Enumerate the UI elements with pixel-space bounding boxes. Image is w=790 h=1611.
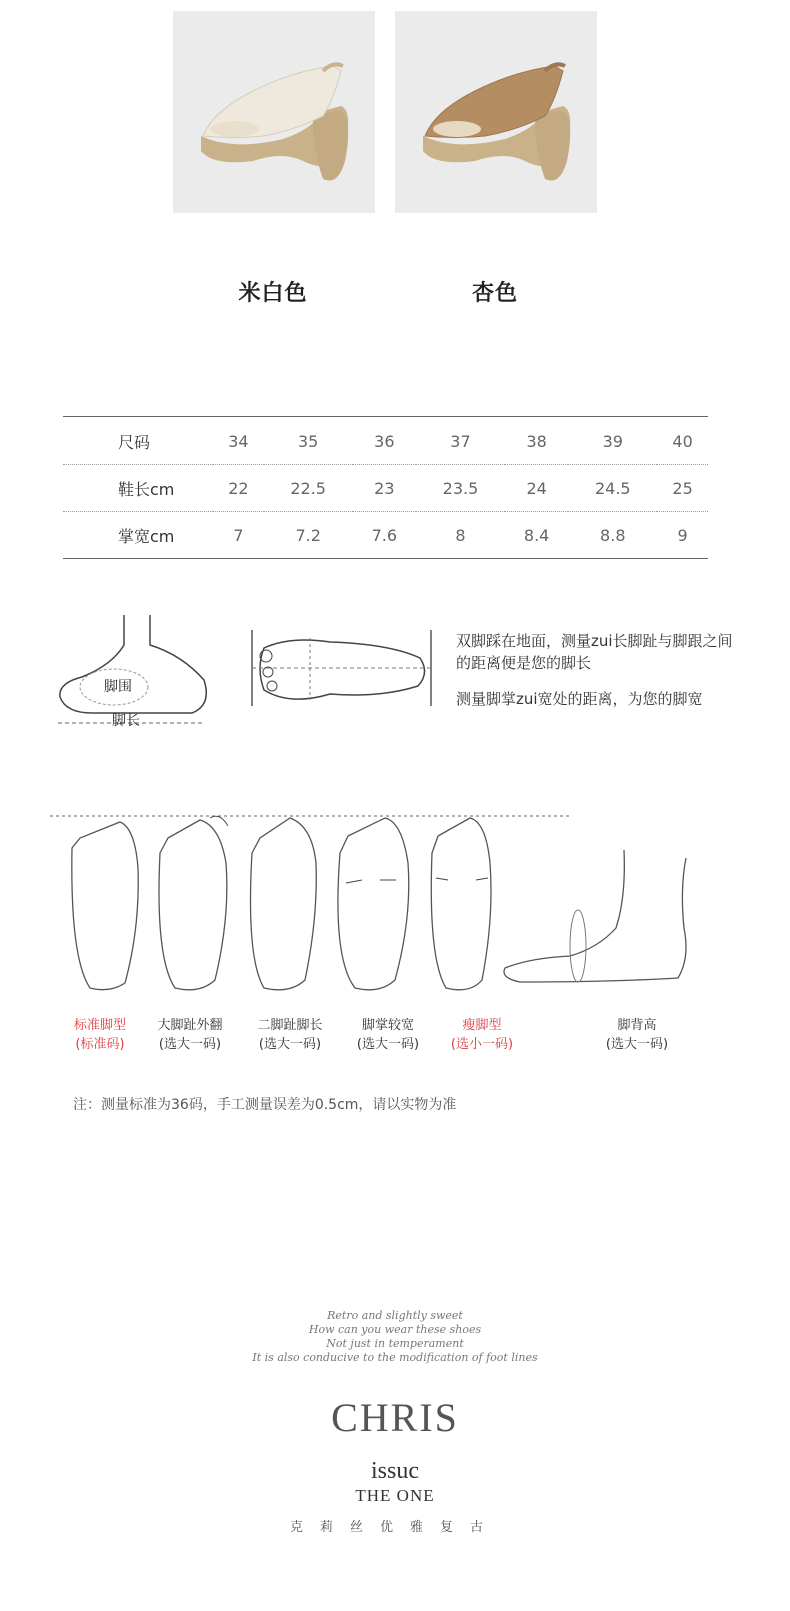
measure-note: 注：测量标准为36码，手工测量误差为0.5cm，请以实物为准: [73, 1097, 457, 1113]
foot-top-diagram: [250, 628, 435, 714]
foot-type-name: 瘦脚型: [462, 1018, 502, 1033]
table-cell: 35: [298, 431, 319, 451]
brand-sub-theone: THE ONE: [355, 1486, 435, 1505]
color-label-apricot: 杏色: [471, 281, 518, 306]
foot-type-advice: (选小一码): [450, 1037, 514, 1052]
table-row: [63, 418, 708, 465]
product-image-offwhite[interactable]: [173, 11, 375, 213]
slogan-line-1: Retro and slightly sweet: [327, 1309, 463, 1322]
table-cell: 8.8: [600, 525, 626, 545]
table-cell: 22: [228, 478, 249, 498]
table-cell: 23.5: [442, 478, 479, 498]
foot-type-label: [427, 1016, 537, 1054]
table-cell: 39: [602, 431, 623, 451]
foot-type-advice: (选大一码): [356, 1037, 420, 1052]
brand-chinese-name: 克莉丝优雅复古: [289, 1520, 500, 1535]
table-cell: 37: [450, 431, 471, 451]
table-cell: 8: [455, 525, 466, 545]
foot-type-name: 脚掌较宽: [361, 1018, 414, 1033]
sandal-offwhite-image: [173, 11, 375, 213]
foot-type-label: [135, 1016, 245, 1054]
table-top-border: [63, 416, 708, 417]
measure-width-text: 测量脚掌zui宽处的距离，为您的脚宽: [456, 690, 703, 708]
foot-type-name: 大脚趾外翻: [157, 1018, 223, 1033]
size-table: [63, 418, 708, 559]
table-cell: 22.5: [290, 478, 326, 498]
table-row: [63, 512, 708, 559]
table-cell: 36: [374, 431, 395, 451]
girth-label: 脚围: [104, 679, 132, 695]
foot-type-advice: (选大一码): [605, 1037, 669, 1052]
table-cell: 34: [228, 431, 249, 451]
table-cell: 8.4: [523, 525, 550, 545]
foot-type-name: 标准脚型: [73, 1018, 126, 1033]
row-label: 掌宽cm: [118, 526, 175, 546]
foot-type-name: 脚背高: [617, 1018, 657, 1033]
slogan-line-3: Not just in temperament: [326, 1337, 464, 1350]
length-label: 脚长: [112, 713, 140, 729]
table-cell: 9: [677, 525, 688, 545]
table-cell: 7.2: [295, 525, 321, 545]
row-label: 鞋长cm: [118, 479, 175, 499]
table-cell: 24: [526, 478, 547, 498]
measure-length-text: 双脚踩在地面，测量zui长脚趾与脚跟之间的距离便是您的脚长: [456, 632, 733, 672]
foot-type-advice: (标准码): [75, 1037, 125, 1052]
foot-type-label: [235, 1016, 345, 1054]
table-cell: 38: [526, 431, 547, 451]
row-label: 尺码: [118, 432, 151, 452]
foot-type-advice: (选大一码): [158, 1037, 222, 1052]
foot-type-advice: (选大一码): [258, 1037, 322, 1052]
color-label-offwhite: 米白色: [238, 281, 308, 306]
table-cell: 25: [672, 478, 693, 498]
product-image-apricot[interactable]: [395, 11, 597, 213]
slogan-line-2: How can you wear these shoes: [308, 1323, 482, 1336]
brand-sub-issuc: issuc: [371, 1458, 419, 1484]
table-cell: 23: [374, 478, 395, 498]
brand-name: CHRIS: [331, 1395, 459, 1440]
foot-type-label: [582, 1016, 692, 1054]
table-cell: 40: [672, 431, 693, 451]
table-cell: 24.5: [594, 478, 631, 498]
table-cell: 7: [233, 525, 244, 545]
table-cell: 7.6: [371, 525, 398, 545]
sandal-apricot-image: [395, 11, 597, 213]
slogan-line-4: It is also conducive to the modification of foot lines: [252, 1351, 538, 1364]
foot-types-diagram: [50, 808, 700, 1002]
foot-type-name: 二脚趾脚长: [257, 1018, 323, 1033]
table-row: [63, 465, 708, 512]
